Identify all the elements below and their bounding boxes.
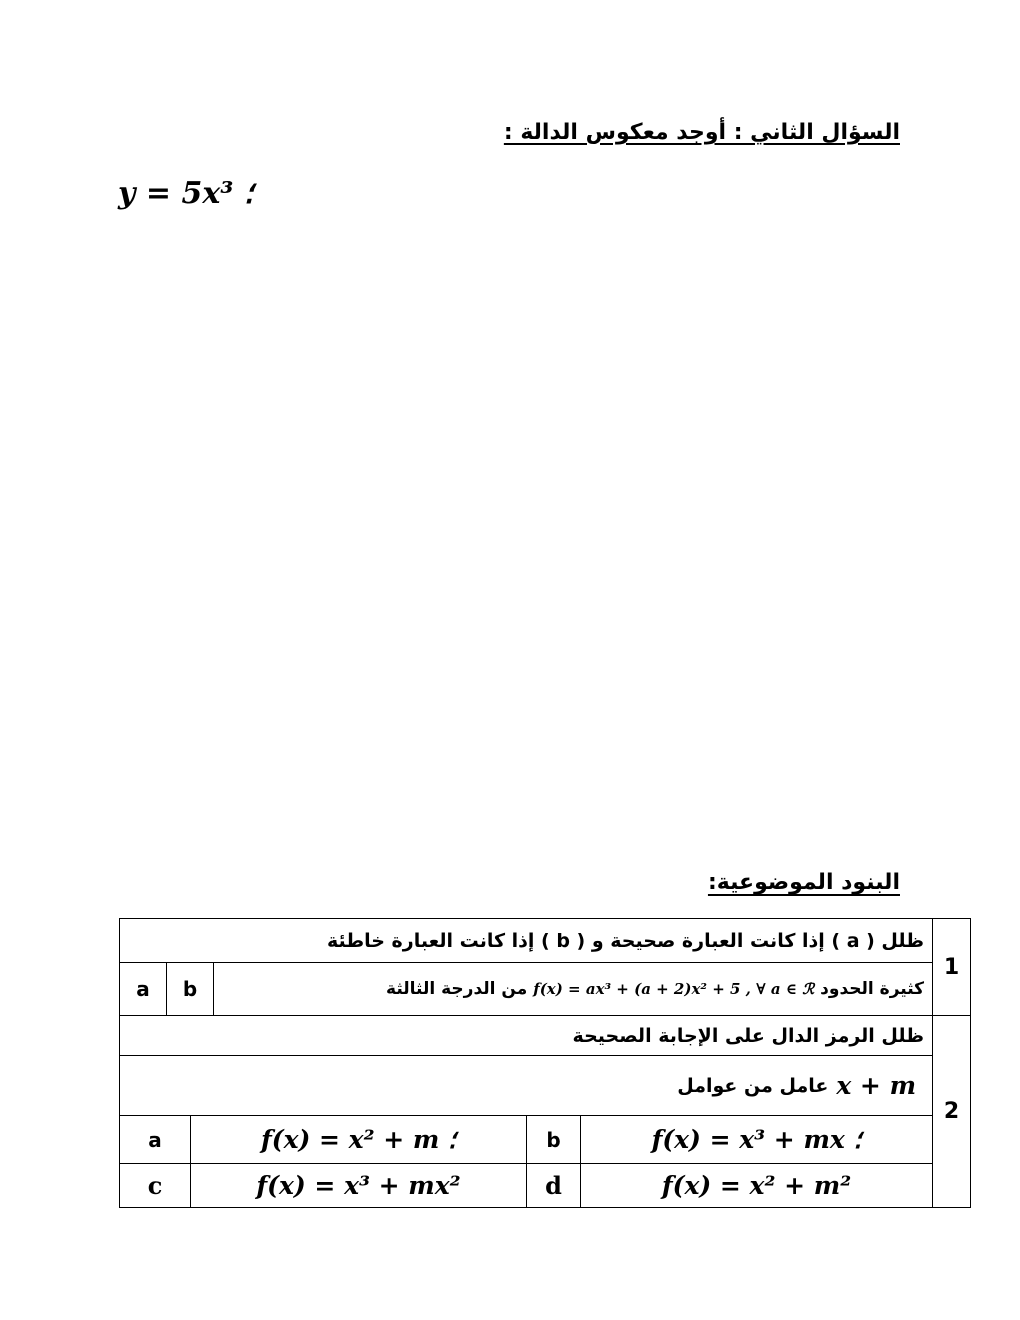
- item1-statement-cell: [120, 963, 933, 1016]
- item2-option-a-formula: f(x) = x² + m ؛: [191, 1116, 527, 1164]
- item2-option-d-formula: f(x) = x² + m²: [581, 1164, 933, 1208]
- item2-question-row: [120, 1056, 971, 1116]
- item1-statement-before: كثيرة الحدود: [820, 979, 925, 999]
- item2-option-d-label[interactable]: d: [527, 1164, 581, 1208]
- item2-option-a-label[interactable]: a: [120, 1116, 191, 1164]
- item1-statement-after: من الدرجة الثالثة: [386, 979, 528, 999]
- item2-instruction: ظلل الرمز الدال على الإجابة الصحيحة: [120, 1016, 933, 1056]
- item1-option-a[interactable]: a: [120, 963, 167, 1015]
- question2-heading: السؤال الثاني : أوجد معكوس الدالة :: [503, 120, 900, 145]
- item1-option-b[interactable]: b: [167, 963, 214, 1015]
- item2-question-text: عامل من عوامل: [677, 1074, 829, 1097]
- question2-function: y = 5x³ ؛: [118, 176, 254, 211]
- item2-option-c-label[interactable]: c: [120, 1164, 191, 1208]
- item2-options-row-1: [120, 1116, 971, 1164]
- item2-options-row-2: [120, 1164, 971, 1208]
- item1-instruction-row: [120, 919, 971, 963]
- item2-instruction-row: [120, 1016, 971, 1056]
- item1-statement-formula: f(x) = ax³ + (a + 2)x² + 5 , ∀ a ∈ ℛ: [533, 980, 815, 998]
- item1-number: 1: [933, 919, 971, 1016]
- objective-items-table: [119, 918, 971, 1208]
- item1-statement: [214, 963, 932, 1015]
- item2-option-b-formula: f(x) = x³ + mx ؛: [581, 1116, 933, 1164]
- item2-option-b-label[interactable]: b: [527, 1116, 581, 1164]
- item2-number: 2: [933, 1016, 971, 1208]
- objective-items-heading: البنود الموضوعية:: [707, 870, 900, 895]
- item2-question-formula: x + m: [836, 1071, 917, 1100]
- item2-option-c-formula: f(x) = x³ + mx²: [191, 1164, 527, 1208]
- item2-question: [120, 1056, 933, 1116]
- item1-statement-row: [120, 963, 971, 1016]
- item1-instruction: ظلل ( a ) إذا كانت العبارة صحيحة و ( b ) إذا كانت العبارة خاطئة: [120, 919, 933, 963]
